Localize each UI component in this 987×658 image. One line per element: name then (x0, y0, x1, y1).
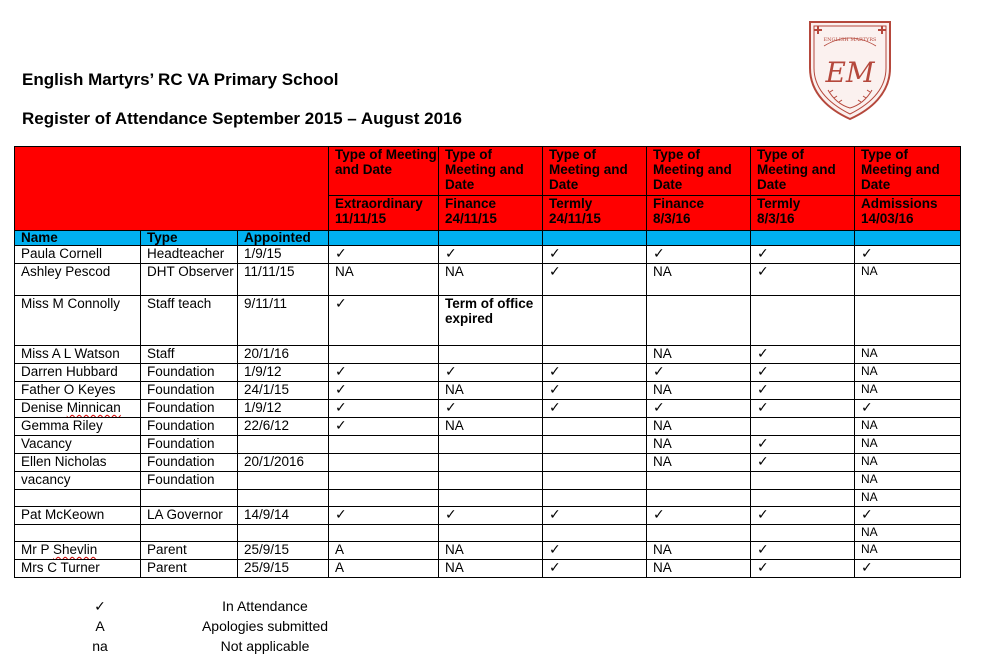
attendance-mark: NA (855, 454, 961, 472)
attendance-mark: ✓ (855, 246, 961, 264)
member-appointed: 1/9/12 (238, 400, 329, 418)
attendance-mark: NA (855, 364, 961, 382)
attendance-mark: NA (647, 346, 751, 364)
attendance-mark: NA (855, 525, 961, 542)
attendance-mark: ✓ (751, 507, 855, 525)
meeting-header-label: Type of Meeting and Date (543, 147, 647, 196)
attendance-mark: NA (647, 454, 751, 472)
legend-item (60, 598, 380, 618)
attendance-mark: ✓ (543, 400, 647, 418)
attendance-mark: NA (439, 418, 543, 436)
member-type: Foundation (141, 364, 238, 382)
attendance-mark: ✓ (439, 246, 543, 264)
table-row (15, 454, 961, 472)
attendance-mark (329, 346, 439, 364)
meeting-header-label: Type of Meeting and Date (439, 147, 543, 196)
attendance-mark: ✓ (329, 364, 439, 382)
member-type (141, 490, 238, 507)
meeting-header-label: Type of Meeting and Date (647, 147, 751, 196)
legend (60, 598, 380, 658)
attendance-mark: ✓ (543, 364, 647, 382)
member-appointed: 22/6/12 (238, 418, 329, 436)
attendance-mark (751, 472, 855, 490)
member-appointed (238, 472, 329, 490)
register-title: Register of Attendance September 2015 – August 2016 (22, 109, 462, 128)
attendance-mark: ✓ (647, 364, 751, 382)
member-appointed: 9/11/11 (238, 296, 329, 346)
attendance-mark: ✓ (751, 364, 855, 382)
meeting-type: Finance (653, 196, 705, 211)
attendance-mark (439, 472, 543, 490)
spellcheck-underlined-word: Shevlin (53, 542, 98, 557)
attendance-mark: A (329, 560, 439, 578)
table-row (15, 400, 961, 418)
attendance-mark: ✓ (855, 400, 961, 418)
attendance-mark (647, 525, 751, 542)
logo-monogram: EM (825, 56, 875, 89)
attendance-mark: ✓ (329, 418, 439, 436)
column-header-blank (329, 231, 439, 246)
attendance-mark (543, 436, 647, 454)
attendance-mark: NA (855, 346, 961, 364)
meeting-date: 14/03/16 (861, 211, 914, 226)
attendance-mark: ✓ (439, 400, 543, 418)
attendance-mark (543, 490, 647, 507)
member-appointed: 11/11/15 (238, 264, 329, 296)
attendance-mark: NA (439, 542, 543, 560)
school-name: English Martyrs’ RC VA Primary School (22, 70, 339, 89)
attendance-mark (855, 296, 961, 346)
member-appointed (238, 525, 329, 542)
member-name: Paula Cornell (15, 246, 141, 264)
attendance-mark: NA (647, 418, 751, 436)
attendance-mark: ✓ (329, 507, 439, 525)
attendance-mark: ✓ (855, 507, 961, 525)
meeting-2-header (439, 196, 543, 231)
meeting-header-label: Type of Meeting and Date (329, 147, 439, 196)
member-name: Pat McKeown (15, 507, 141, 525)
attendance-mark (647, 490, 751, 507)
attendance-mark: ✓ (543, 542, 647, 560)
attendance-mark (329, 525, 439, 542)
member-name: Miss M Connolly (15, 296, 141, 346)
attendance-mark: ✓ (543, 507, 647, 525)
member-name: Ashley Pescod (15, 264, 141, 296)
member-name: Darren Hubbard (15, 364, 141, 382)
attendance-mark: NA (439, 560, 543, 578)
attendance-mark: NA (647, 560, 751, 578)
attendance-mark: ✓ (543, 264, 647, 296)
attendance-mark (647, 296, 751, 346)
attendance-mark: ✓ (543, 382, 647, 400)
table-row (15, 346, 961, 364)
attendance-mark (647, 472, 751, 490)
member-type: Foundation (141, 472, 238, 490)
attendance-mark: NA (855, 436, 961, 454)
member-type: Foundation (141, 454, 238, 472)
attendance-mark: NA (329, 264, 439, 296)
meeting-date: 8/3/16 (757, 211, 795, 226)
attendance-mark: NA (855, 542, 961, 560)
column-header-blank (439, 231, 543, 246)
meeting-header-label: Type of Meeting and Date (751, 147, 855, 196)
member-type: Foundation (141, 400, 238, 418)
member-name: Mrs C Turner (15, 560, 141, 578)
meeting-4-header (647, 196, 751, 231)
member-type: LA Governor (141, 507, 238, 525)
member-type: Staff teach (141, 296, 238, 346)
school-crest-logo (806, 16, 894, 122)
attendance-mark (751, 296, 855, 346)
meeting-header-label: Type of Meeting and Date (855, 147, 961, 196)
attendance-mark (751, 490, 855, 507)
column-header-type: Type (141, 231, 238, 246)
attendance-mark: NA (439, 264, 543, 296)
table-row (15, 507, 961, 525)
meeting-type: Admissions (861, 196, 938, 211)
attendance-mark (543, 525, 647, 542)
legend-symbol: A (95, 618, 105, 634)
attendance-mark: A (329, 542, 439, 560)
column-header-blank (751, 231, 855, 246)
attendance-mark (543, 296, 647, 346)
attendance-mark (329, 436, 439, 454)
legend-item (60, 618, 380, 638)
attendance-mark (751, 418, 855, 436)
member-name (15, 490, 141, 507)
table-row (15, 560, 961, 578)
attendance-mark (439, 436, 543, 454)
attendance-mark: ✓ (647, 246, 751, 264)
attendance-mark (329, 490, 439, 507)
member-name: Mr P Shevlin (15, 542, 141, 560)
meeting-date: 24/11/15 (549, 211, 601, 226)
attendance-mark: NA (855, 490, 961, 507)
column-header-name: Name (15, 231, 141, 246)
attendance-mark (439, 346, 543, 364)
attendance-mark (543, 346, 647, 364)
member-name: Father O Keyes (15, 382, 141, 400)
column-header-appointed: Appointed (238, 231, 329, 246)
attendance-mark: ✓ (855, 560, 961, 578)
meeting-type: Finance (445, 196, 497, 211)
attendance-mark: ✓ (751, 346, 855, 364)
member-name: Miss A L Watson (15, 346, 141, 364)
attendance-mark (329, 454, 439, 472)
table-row (15, 490, 961, 507)
attendance-mark: ✓ (543, 560, 647, 578)
spellcheck-underlined-word: Minnican (66, 400, 121, 415)
attendance-mark: ✓ (329, 296, 439, 346)
attendance-mark: ✓ (751, 560, 855, 578)
table-row (15, 364, 961, 382)
meeting-6-header (855, 196, 961, 231)
attendance-mark: ✓ (329, 400, 439, 418)
attendance-mark: ✓ (543, 246, 647, 264)
attendance-mark: NA (647, 436, 751, 454)
member-appointed: 20/1/2016 (238, 454, 329, 472)
legend-description: Apologies submitted (201, 618, 329, 634)
attendance-mark: NA (855, 418, 961, 436)
column-header-blank (543, 231, 647, 246)
member-type: Foundation (141, 436, 238, 454)
member-name: Denise Minnican (15, 400, 141, 418)
member-type (141, 525, 238, 542)
attendance-mark (543, 418, 647, 436)
attendance-mark: NA (439, 382, 543, 400)
member-type: Headteacher (141, 246, 238, 264)
member-type: Foundation (141, 418, 238, 436)
attendance-mark: ✓ (647, 507, 751, 525)
attendance-mark: ✓ (751, 400, 855, 418)
column-header-blank (855, 231, 961, 246)
member-appointed: 25/9/15 (238, 560, 329, 578)
attendance-mark (543, 472, 647, 490)
member-type: DHT Observer (141, 264, 238, 296)
table-row (15, 436, 961, 454)
table-row (15, 525, 961, 542)
attendance-mark: ✓ (647, 400, 751, 418)
attendance-mark: ✓ (751, 246, 855, 264)
member-name: Vacancy (15, 436, 141, 454)
attendance-mark (439, 490, 543, 507)
table-row (15, 264, 961, 296)
legend-symbol: ✓ (94, 598, 106, 614)
member-appointed: 20/1/16 (238, 346, 329, 364)
attendance-mark (543, 454, 647, 472)
member-appointed: 24/1/15 (238, 382, 329, 400)
attendance-mark (439, 454, 543, 472)
attendance-mark (751, 525, 855, 542)
table-row (15, 542, 961, 560)
table-row (15, 472, 961, 490)
meeting-type: Extraordinary (335, 196, 423, 211)
member-appointed (238, 436, 329, 454)
attendance-mark: NA (647, 542, 751, 560)
member-type: Staff (141, 346, 238, 364)
legend-description: Not applicable (220, 638, 310, 654)
meeting-date: 8/3/16 (653, 211, 691, 226)
meeting-date: 24/11/15 (445, 211, 497, 226)
meeting-1-header (329, 196, 439, 231)
meeting-5-header (751, 196, 855, 231)
member-name: vacancy (15, 472, 141, 490)
member-appointed: 1/9/15 (238, 246, 329, 264)
logo-ribbon-text: ENGLISH MARTYRS (823, 37, 877, 43)
attendance-mark: ✓ (751, 382, 855, 400)
attendance-mark: ✓ (751, 264, 855, 296)
table-row (15, 418, 961, 436)
member-appointed: 25/9/15 (238, 542, 329, 560)
attendance-mark: NA (647, 382, 751, 400)
header-blank-cell (15, 147, 329, 231)
column-header-blank (647, 231, 751, 246)
attendance-mark: ✓ (751, 436, 855, 454)
member-type: Parent (141, 542, 238, 560)
legend-item (60, 638, 380, 658)
attendance-mark: ✓ (329, 246, 439, 264)
member-name: Ellen Nicholas (15, 454, 141, 472)
attendance-mark: NA (855, 264, 961, 296)
member-type: Foundation (141, 382, 238, 400)
meeting-type: Termly (757, 196, 801, 211)
table-row (15, 382, 961, 400)
member-appointed (238, 490, 329, 507)
member-appointed: 1/9/12 (238, 364, 329, 382)
legend-description: In Attendance (222, 598, 308, 614)
attendance-mark: NA (855, 382, 961, 400)
member-name: Gemma Riley (15, 418, 141, 436)
attendance-mark: ✓ (751, 454, 855, 472)
legend-symbol: na (92, 638, 108, 654)
member-name (15, 525, 141, 542)
meeting-3-header (543, 196, 647, 231)
attendance-mark: Term of office expired (439, 296, 543, 346)
meeting-date: 11/11/15 (335, 211, 387, 226)
table-row (15, 246, 961, 264)
attendance-mark (439, 525, 543, 542)
attendance-mark: ✓ (751, 542, 855, 560)
attendance-mark: ✓ (439, 364, 543, 382)
meeting-type: Termly (549, 196, 593, 211)
attendance-mark (329, 472, 439, 490)
attendance-register-table (14, 146, 961, 578)
attendance-mark: NA (855, 472, 961, 490)
member-type: Parent (141, 560, 238, 578)
attendance-mark: ✓ (439, 507, 543, 525)
table-row (15, 296, 961, 346)
attendance-mark: NA (647, 264, 751, 296)
member-appointed: 14/9/14 (238, 507, 329, 525)
attendance-mark: ✓ (329, 382, 439, 400)
